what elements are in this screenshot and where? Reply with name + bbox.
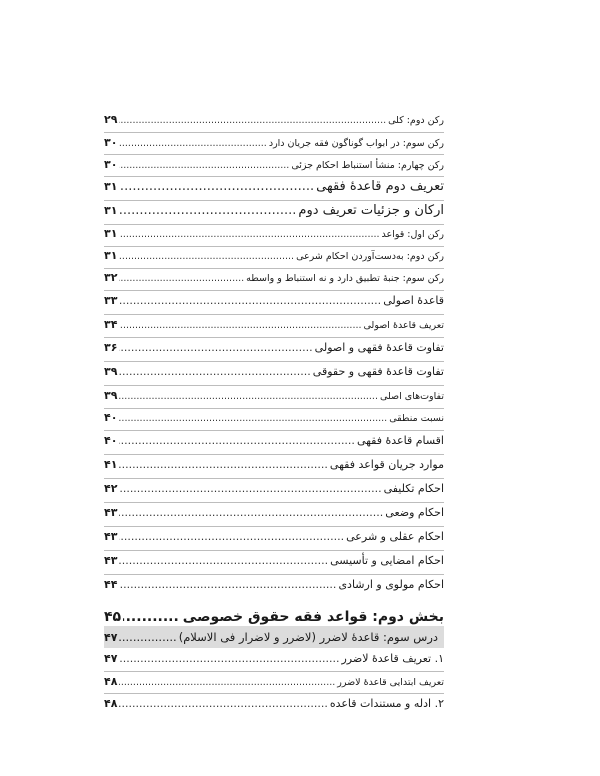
toc-entry-title: رکن دوم: کلی: [388, 115, 444, 126]
toc-entry-title: قاعدۀ اصولی: [383, 294, 444, 307]
dot-leader: [119, 578, 336, 591]
toc-entry-page: ۴۲: [104, 482, 118, 495]
divider: [104, 671, 444, 672]
lesson-heading: [104, 626, 444, 648]
divider: [104, 430, 444, 431]
toc-entry: [104, 113, 444, 126]
divider: [104, 290, 444, 291]
toc-entry-page: ۴۴: [104, 578, 118, 591]
dot-leader: [119, 482, 381, 495]
toc-entry-title: ارکان و جزئیات تعریف دوم: [298, 203, 444, 218]
dot-leader: [119, 458, 327, 471]
toc-entry: [104, 389, 444, 402]
toc-entry: [104, 434, 444, 447]
toc-entry: [104, 530, 444, 543]
part-heading-title: بخش دوم: قواعد فقه حقوق خصوصی: [182, 609, 444, 625]
dot-leader: [119, 630, 176, 644]
toc-entry: [104, 554, 444, 567]
toc-entry: [104, 697, 444, 710]
toc-entry-page: ۳۱: [104, 249, 118, 262]
toc-entry: [104, 203, 444, 218]
toc-entry-page: ۳۰: [104, 136, 118, 149]
divider: [104, 224, 444, 225]
dot-leader: [119, 203, 296, 218]
toc-entry: [104, 294, 444, 307]
dot-leader: [119, 434, 355, 447]
dot-leader: [119, 115, 386, 126]
divider: [104, 314, 444, 315]
toc-entry-title: رکن سوم: جنبۀ تطبیق دارد و نه استنباط و واسطه: [246, 273, 444, 284]
toc-entry-page: ۳۱: [104, 227, 118, 240]
part-heading: [104, 609, 444, 625]
divider: [104, 132, 444, 133]
toc-entry: [104, 652, 444, 665]
toc-entry-page: ۴۰: [104, 411, 118, 424]
toc-entry: [104, 136, 444, 149]
toc-entry-page: ۴۸: [104, 675, 118, 688]
toc-entry-page: ۳۴: [104, 318, 118, 331]
divider: [104, 385, 444, 386]
toc-entry-title: رکن سوم: در ابواب گوناگون فقه جریان دارد: [268, 138, 444, 149]
toc-entry-title: رکن اول: قواعد: [381, 229, 444, 240]
lesson-heading-page: ۴۷: [104, 630, 118, 644]
divider: [104, 337, 444, 338]
divider: [104, 574, 444, 575]
divider: [104, 176, 444, 177]
toc-entry-page: ۳۹: [104, 389, 118, 402]
toc-entry-title: تعریف قاعدۀ اصولی: [363, 320, 444, 331]
toc-entry: [104, 506, 444, 519]
toc-entry-title: احکام وضعی: [385, 506, 444, 519]
toc-entry: [104, 411, 444, 424]
toc-entry-page: ۴۱: [104, 458, 118, 471]
toc-entry-page: ۴۳: [104, 530, 118, 543]
toc-entry-title: موارد جریان قواعد فقهی: [329, 458, 444, 471]
dot-leader: [119, 677, 335, 688]
toc-entry: [104, 578, 444, 591]
part-heading-page: ۴۵: [104, 609, 122, 625]
toc-entry-page: ۳۰: [104, 158, 118, 171]
toc-entry: [104, 158, 444, 171]
dot-leader: [119, 251, 294, 262]
toc-entry-page: ۴۳: [104, 506, 118, 519]
toc-entry-title: تفاوت‌های اصلی: [379, 391, 444, 402]
toc-entry: [104, 179, 444, 194]
toc-entry: [104, 365, 444, 378]
dot-leader: [119, 554, 328, 567]
dot-leader: [119, 273, 244, 284]
dot-leader: [119, 506, 383, 519]
toc-entry-page: ۴۰: [104, 434, 118, 447]
dot-leader: [119, 229, 379, 240]
lesson-heading-title: درس سوم: قاعدۀ لاضرر (لاضرر و لاضرار فی الاسلام): [178, 630, 438, 644]
divider: [104, 361, 444, 362]
toc-entry-title: تفاوت قاعدۀ فقهی و اصولی: [314, 341, 444, 354]
toc-entry-page: ۲۹: [104, 113, 118, 126]
divider: [104, 502, 444, 503]
toc-entry-page: ۳۱: [104, 204, 118, 217]
toc-entry-title: احکام تکلیفی: [383, 482, 444, 495]
divider: [104, 246, 444, 247]
toc-entry-page: ۳۶: [104, 341, 118, 354]
dot-leader: [123, 609, 179, 625]
toc-entry-title: تفاوت قاعدۀ فقهی و حقوقی: [312, 365, 444, 378]
toc-entry-title: رکن دوم: به‌دست‌آوردن احکام شرعی: [296, 251, 444, 262]
divider: [104, 550, 444, 551]
dot-leader: [119, 413, 387, 424]
toc-entry: [104, 675, 444, 688]
dot-leader: [119, 530, 344, 543]
toc-entry-title: احکام امضایی و تأسیسی: [330, 554, 444, 567]
toc-entry-title: تعریف دوم قاعدۀ فقهی: [316, 179, 444, 194]
toc-entry-title: نسبت منطقی: [389, 413, 444, 424]
toc-entry: [104, 482, 444, 495]
dot-leader: [119, 294, 381, 307]
toc-entry: [104, 227, 444, 240]
dot-leader: [119, 341, 312, 354]
toc-entry-title: احکام مولوی و ارشادی: [338, 578, 444, 591]
toc-entry-title: ۱. تعریف قاعدۀ لاضرر: [341, 652, 444, 665]
dot-leader: [119, 320, 361, 331]
dot-leader: [119, 179, 314, 194]
toc-entry-page: ۳۲: [104, 271, 118, 284]
toc-entry-title: اقسام قاعدۀ فقهی: [356, 434, 444, 447]
divider: [104, 154, 444, 155]
toc-entry-title: ۲. ادله و مستندات قاعده: [329, 697, 444, 710]
dot-leader: [119, 697, 327, 710]
divider: [104, 693, 444, 694]
toc-entry-title: احکام عقلی و شرعی: [346, 530, 444, 543]
dot-leader: [119, 365, 310, 378]
toc-entry: [104, 249, 444, 262]
toc-entry: [104, 318, 444, 331]
divider: [104, 454, 444, 455]
toc-entry: [104, 341, 444, 354]
toc-entry-page: ۴۸: [104, 697, 118, 710]
toc-entry-page: ۴۳: [104, 554, 118, 567]
divider: [104, 268, 444, 269]
dot-leader: [119, 138, 266, 149]
toc-entry-page: ۴۷: [104, 652, 118, 665]
toc-entry: [104, 271, 444, 284]
divider: [104, 408, 444, 409]
divider: [104, 200, 444, 201]
dot-leader: [119, 160, 289, 171]
dot-leader: [119, 391, 378, 402]
toc-entry-title: تعریف ابتدایی قاعدۀ لاضرر: [337, 677, 444, 688]
divider: [104, 526, 444, 527]
dot-leader: [119, 652, 339, 665]
toc-entry-title: رکن چهارم: منشأ استنباط احکام جزئی: [291, 160, 444, 171]
divider: [104, 478, 444, 479]
toc-entry: [104, 458, 444, 471]
toc-entry-page: ۳۳: [104, 294, 118, 307]
toc-entry-page: ۳۱: [104, 180, 118, 193]
toc-entry-page: ۳۹: [104, 365, 118, 378]
